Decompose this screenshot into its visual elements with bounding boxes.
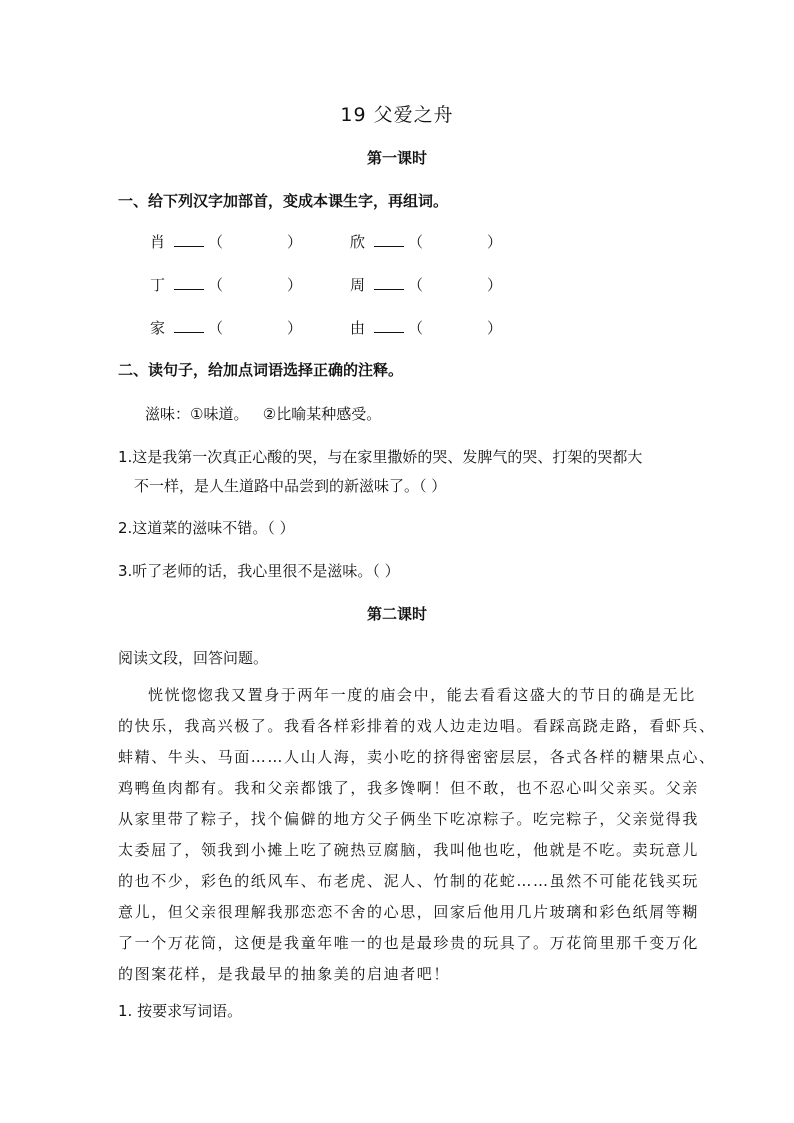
section-two-heading: 二、读句子，给加点词语选择正确的注释。 [118,361,404,379]
answer-blank[interactable] [374,318,404,333]
question-one-line-two: 不一样，是人生道路中品尝到的新滋味了。（ ） [134,477,447,495]
question-three: 3.听了老师的话，我心里很不是滋味。（ ） [118,562,400,580]
passage-line: 了一个万花筒，这便是我童年唯一的也是最珍贵的玩具了。万花筒里那千变万化 [118,934,700,952]
character-row [150,317,550,339]
passage-line: 蚌精、牛头、马面……人山人海，卖小吃的挤得密密层层，各式各样的糖果点心、 [118,748,716,766]
reading-instruction: 阅读文段，回答问题。 [118,649,269,667]
answer-blank[interactable] [174,232,204,247]
character-item: 家 （ ） [150,319,303,337]
section-one-heading: 一、给下列汉字加部首，变成本课生字，再组词。 [118,192,449,210]
lesson-one-heading: 第一课时 [366,149,427,167]
character-item: 由 （ ） [350,319,503,337]
character-item: 欣 （ ） [350,233,503,251]
passage-line: 的图案花样，是我最早的抽象美的启迪者吧！ [118,965,451,983]
page-title: 19 父爱之舟 [340,104,454,126]
answer-blank[interactable] [174,275,204,290]
answer-blank[interactable] [374,275,404,290]
reading-passage [118,680,716,990]
character-item: 丁 （ ） [150,276,303,294]
passage-line: 恍恍惚惚我又置身于两年一度的庙会中，能去看看这盛大的节日的确是无比 [148,686,696,704]
question-one-line-one: 1.这是我第一次真正心酸的哭，与在家里撒娇的哭、发脾气的哭、打架的哭都大 [118,448,643,466]
question-one-write-words: 1. 按要求写词语。 [118,1002,243,1020]
passage-line: 意儿，但父亲很理解我那恋恋不舍的心思，回家后他用几片玻璃和彩色纸屑等糊 [118,903,700,921]
passage-line: 的也不少，彩色的纸风车、布老虎、泥人、竹制的花蛇……虽然不可能花钱买玩 [118,872,700,890]
passage-line: 太委屈了，领我到小摊上吃了碗热豆腐脑，我叫他也吃，他就是不吃。卖玩意儿 [118,841,700,859]
word-definition: 滋味：①味道。 ②比喻某种感受。 [145,405,382,423]
answer-blank[interactable] [374,232,404,247]
passage-line: 鸡鸭鱼肉都有。我和父亲都饿了，我多馋啊！但不敢，也不忍心叫父亲买。父亲 [118,779,700,797]
character-row [150,231,550,253]
lesson-two-heading: 第二课时 [366,605,427,623]
passage-line: 的快乐，我高兴极了。我看各样彩排着的戏人边走边唱。看踩高跷走路，看虾兵、 [118,717,716,735]
character-item: 肖 （ ） [150,233,303,251]
question-two: 2.这道菜的滋味不错。（ ） [118,519,295,537]
answer-blank[interactable] [174,318,204,333]
character-row [150,274,550,296]
passage-line: 从家里带了粽子，找个偏僻的地方父子俩坐下吃凉粽子。吃完粽子，父亲觉得我 [118,810,700,828]
character-item: 周 （ ） [350,276,503,294]
